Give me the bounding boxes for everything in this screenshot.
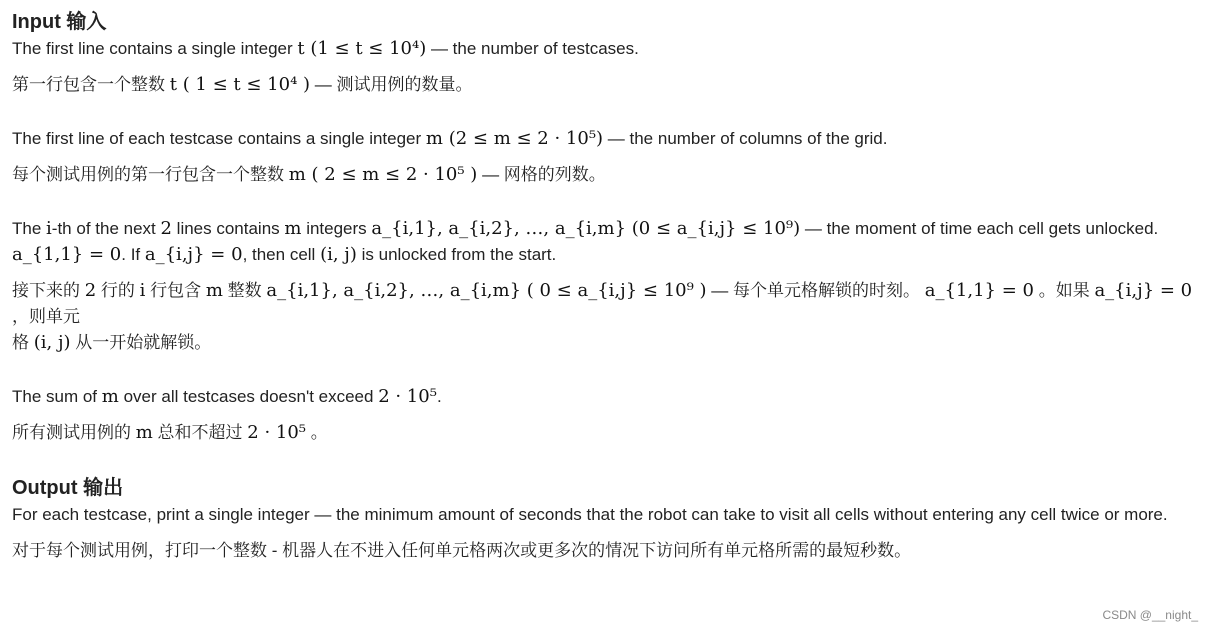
input-a-zh-line2: 格 (i, j) 从一开始就解锁。 (12, 332, 212, 353)
output-en: For each testcase, print a single integer — the minimum amount of seconds that the robot can take to visit all cells without entering any cell twice or more. (12, 505, 1168, 524)
input-sum-en: The sum of m over all testcases doesn't exceed 2 · 10⁵. (12, 386, 442, 407)
output-heading: Output 输出 (12, 477, 124, 499)
input-t-zh: 第一行包含一个整数 t ( 1 ≤ t ≤ 10⁴ ) — 测试用例的数量。 (12, 74, 473, 95)
input-a-en-line2: a_{1,1} = 0. If a_{i,j} = 0, then cell (i, j) is unlocked from the start. (12, 244, 557, 265)
input-t-en: The first line contains a single integer t (1 ≤ t ≤ 10⁴) — the number of testcases. (12, 38, 639, 59)
input-sum-zh: 所有测试用例的 m 总和不超过 2 · 10⁵ 。 (12, 422, 328, 443)
input-m-zh: 每个测试用例的第一行包含一个整数 m ( 2 ≤ m ≤ 2 · 10⁵ ) — 网格的列数。 (12, 164, 606, 185)
input-heading: Input 输入 (12, 11, 107, 33)
input-m-en: The first line of each testcase contains a single integer m (2 ≤ m ≤ 2 · 10⁵) — the number of columns of the grid. (12, 128, 888, 149)
csdn-watermark: CSDN @__night_ (1102, 608, 1198, 622)
problem-statement (12, 8, 1202, 564)
input-a-en-line1: The i-th of the next 2 lines contains m integers a_{i,1}, a_{i,2}, …, a_{i,m} (0 ≤ a_{i,j} ≤ 10⁹) — the moment of time each cell gets unlocked. (12, 218, 1159, 239)
input-a-zh-line1: 接下来的 2 行的 i 行包含 m 整数 a_{i,1}, a_{i,2}, …, a_{i,m} ( 0 ≤ a_{i,j} ≤ 10⁹ ) — 每个单元格解锁的时刻。 a_{1,1} = 0 。如果 a_{i,j} = 0 ，则单元 (12, 280, 1193, 326)
output-zh: 对于每个测试用例，打印一个整数 - 机器人在不进入任何单元格两次或更多次的情况下访问所有单元格所需的最短秒数。 (12, 541, 912, 560)
